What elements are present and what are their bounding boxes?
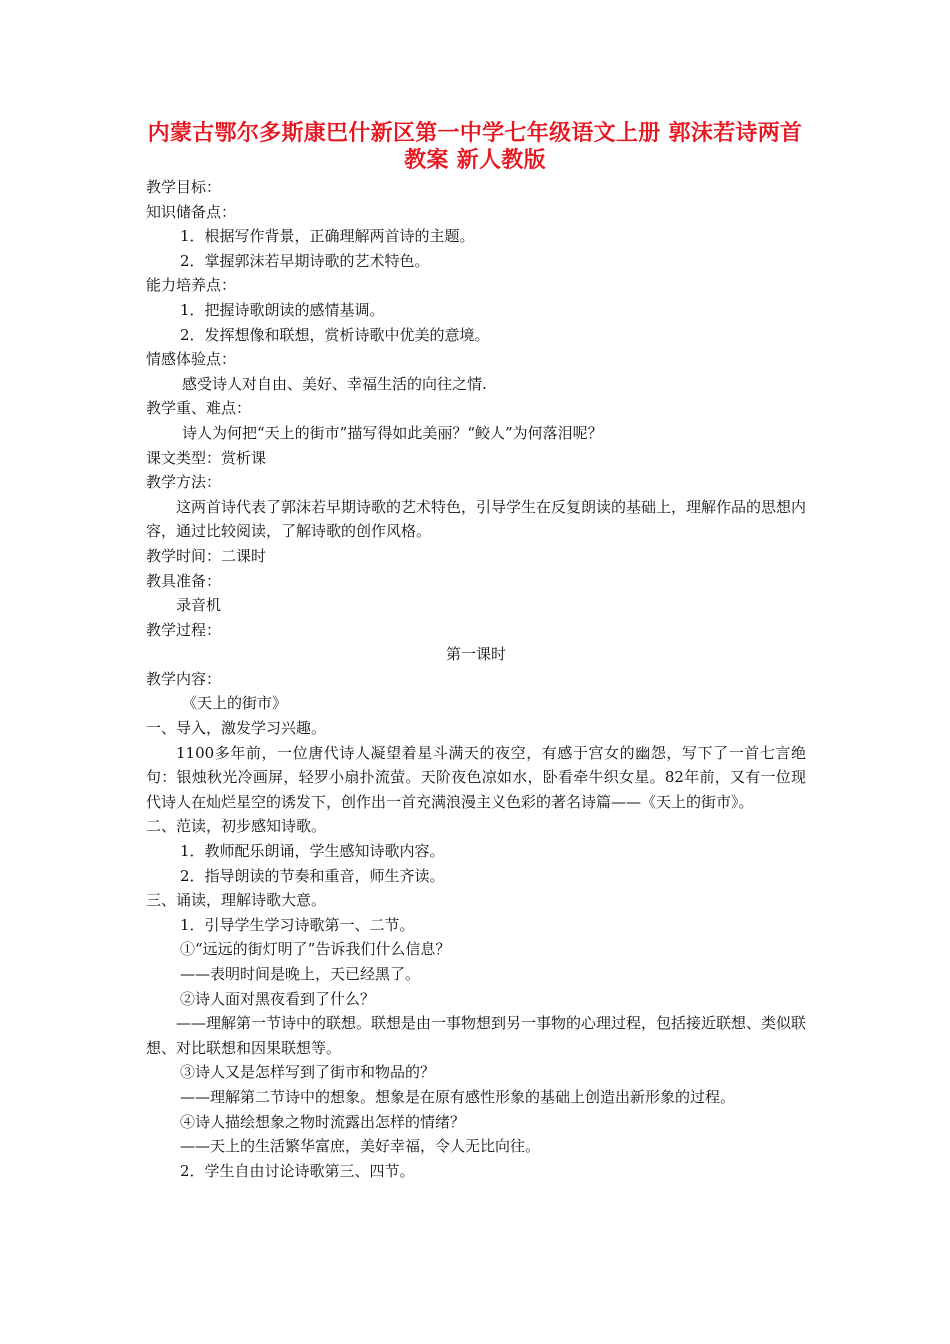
step-2-heading: 二、范读，初步感知诗歌。 (146, 817, 327, 836)
heading-emotion: 情感体验点： (146, 350, 237, 369)
document-body (146, 175, 806, 1183)
heading-knowledge: 知识储备点： (146, 202, 237, 221)
step-3-heading: 三、诵读，理解诗歌大意。 (146, 891, 327, 910)
intro-paragraph: 1100多年前，一位唐代诗人凝望着星斗满天的夜空，有感于宫女的幽怨，写下了一首七言绝句：银烛秋光冷画屏，轻罗小扇扑流萤。天阶夜色凉如水，卧看牵牛织女星。82年前，又有一位现代诗人在灿烂星空的诱发下，创作出一首充满浪漫主义色彩的著名诗篇——《天上的街市》。 (146, 743, 806, 811)
title-line-1: 内蒙古鄂尔多斯康巴什新区第一中学七年级语文上册 郭沫若诗两首 (147, 120, 803, 146)
teaching-time: 教学时间：二课时 (146, 546, 267, 565)
step-2-item-1: 1．教师配乐朗诵，学生感知诗歌内容。 (180, 842, 445, 861)
heading-content: 教学内容： (146, 669, 222, 688)
heading-method: 教学方法： (146, 473, 222, 492)
question-2: ②诗人面对黑夜看到了什么？ (180, 989, 376, 1008)
knowledge-item-2: 2．掌握郭沫若早期诗歌的艺术特色。 (180, 251, 430, 270)
method-paragraph: 这两首诗代表了郭沫若早期诗歌的艺术特色，引导学生在反复朗读的基础上，理解作品的思想内容，通过比较阅读，了解诗歌的创作风格。 (146, 497, 807, 541)
answer-4: ——天上的生活繁华富庶，美好幸福，令人无比向往。 (180, 1137, 541, 1156)
tools-text: 录音机 (176, 596, 222, 615)
step-3-item-1: 1．引导学生学习诗歌第一、二节。 (180, 915, 415, 934)
ability-item-1: 1．把握诗歌朗读的感情基调。 (180, 300, 385, 319)
title-line-2: 教案 新人教版 (404, 147, 546, 173)
ability-item-2: 2．发挥想像和联想，赏析诗歌中优美的意境。 (180, 325, 490, 344)
heading-ability: 能力培养点： (146, 276, 237, 295)
poem-title: 《天上的街市》 (182, 694, 288, 713)
heading-key-points: 教学重、难点： (146, 399, 252, 418)
answer-3: ——理解第二节诗中的想象。想象是在原有感性形象的基础上创造出新形象的过程。 (180, 1087, 736, 1106)
key-points-text: 诗人为何把“天上的街市”描写得如此美丽？“鲛人”为何落泪呢？ (182, 423, 603, 442)
heading-teaching-goals: 教学目标： (146, 178, 222, 196)
question-4: ④诗人描绘想象之物时流露出怎样的情绪？ (180, 1112, 466, 1131)
heading-process: 教学过程： (146, 620, 222, 639)
knowledge-item-1: 1．根据写作背景，正确理解两首诗的主题。 (180, 227, 475, 246)
document-title (140, 120, 810, 174)
step-3-item-2: 2．学生自由讨论诗歌第三、四节。 (180, 1161, 415, 1180)
heading-tools: 教具准备： (146, 571, 222, 590)
lesson-type: 课文类型：赏析课 (146, 448, 267, 467)
question-1: ①“远远的街灯明了”告诉我们什么信息？ (180, 940, 451, 959)
step-2-item-2: 2．指导朗读的节奏和重音，师生齐读。 (180, 866, 445, 885)
step-1-heading: 一、导入，激发学习兴趣。 (146, 719, 327, 738)
emotion-text: 感受诗人对自由、美好、幸福生活的向往之情. (182, 374, 487, 393)
section-first-lesson: 第一课时 (445, 645, 506, 664)
answer-2: ——理解第一节诗中的联想。联想是由一事物想到另一事物的心理过程，包括接近联想、类似联想、对比联想和因果联想等。 (146, 1014, 807, 1057)
answer-1: ——表明时间是晚上，天已经黑了。 (180, 965, 421, 983)
question-3: ③诗人又是怎样写到了街市和物品的？ (180, 1063, 436, 1082)
